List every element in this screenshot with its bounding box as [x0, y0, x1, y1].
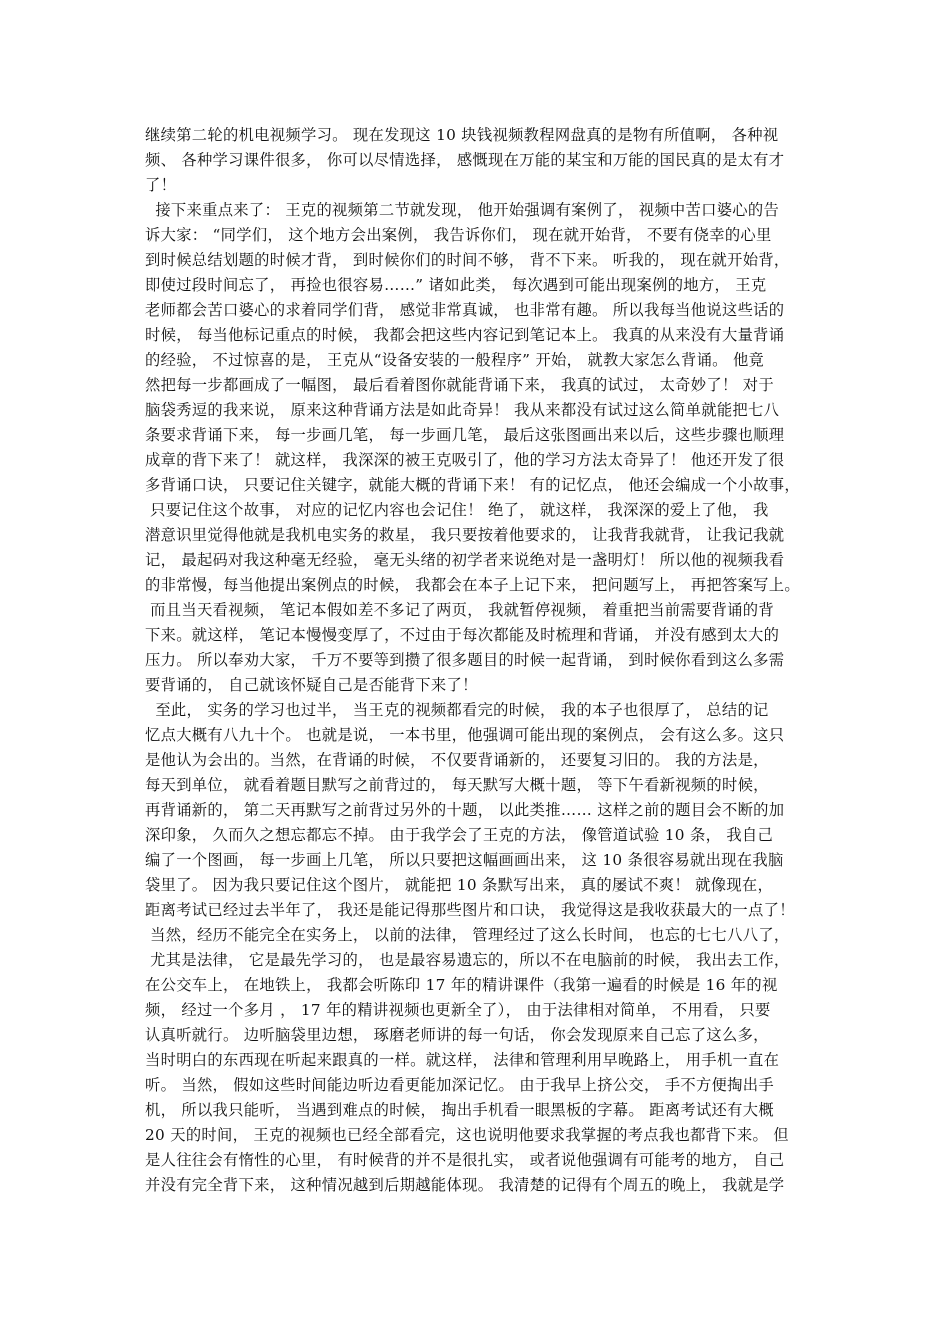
- text-line: 时候， 每当他标记重点的时候， 我都会把这些内容记到笔记本上。 我真的从来没有大量背诵: [145, 326, 785, 344]
- text-line: 频、 各种学习课件很多， 你可以尽情选择， 感慨现在万能的某宝和万能的国民真的是太有才: [145, 151, 785, 169]
- text-line: 听。 当然， 假如这些时间能边听边看更能加深记忆。 由于我早上挤公交， 手不方便掏出手: [145, 1076, 774, 1094]
- text-line: 并没有完全背下来， 这种情况越到后期越能体现。 我清楚的记得有个周五的晚上， 我就是学: [145, 1176, 785, 1194]
- text-line: 深印象， 久而久之想忘都忘不掉。 由于我学会了王克的方法， 像管道试验 10 条， 我自己: [145, 826, 774, 844]
- text-line: 而且当天看视频， 笔记本假如差不多记了两页， 我就暂停视频， 着重把当前需要背诵的背: [145, 601, 774, 619]
- text-line: 在公交车上， 在地铁上， 我都会听陈印 17 年的精讲课件（我第一遍看的时候是 16 年的视: [145, 976, 778, 994]
- text-line: 即使过段时间忘了， 再捡也很容易……” 诸如此类， 每次遇到可能出现案例的地方， 王克: [145, 276, 767, 294]
- text-line: 是他认为会出的。当然，在背诵的时候， 不仅要背诵新的， 还要复习旧的。 我的方法是，: [145, 751, 769, 769]
- body-text: [145, 123, 820, 1198]
- text-line: 多背诵口诀， 只要记住关键字，就能大概的背诵下来！ 有的记忆点， 他还会编成一个小故事，: [145, 476, 800, 494]
- text-line: 20 天的时间， 王克的视频也已经全部看完，这也说明他要求我掌握的考点我也都背下来。 但: [145, 1126, 789, 1144]
- text-line: 到时候总结划题的时候才背， 到时候你们的时间不够， 背不下来。 听我的， 现在就开始背，: [145, 251, 790, 269]
- text-line: 距离考试已经过去半年了， 我还是能记得那些图片和口诀， 我觉得这是我收获最大的一点了！: [145, 901, 795, 919]
- text-line: 潜意识里觉得他就是我机电实务的救星， 我只要按着他要求的， 让我背我就背， 让我记我就: [145, 526, 785, 544]
- text-line: 的经验， 不过惊喜的是， 王克从“设备安装的一般程序” 开始， 就教大家怎么背诵。 他竟: [145, 351, 765, 369]
- text-line: 袋里了。 因为我只要记住这个图片， 就能把 10 条默写出来， 真的屡试不爽！ 就像现在，: [145, 876, 774, 894]
- text-line: 脑袋秀逗的我来说， 原来这种背诵方法是如此奇异！ 我从来都没有试过这么简单就能把七八: [145, 401, 780, 419]
- text-line: 老师都会苦口婆心的求着同学们背， 感觉非常真诚， 也非常有趣。 所以我每当他说这些话的: [145, 301, 785, 319]
- text-line: 的非常慢，每当他提出案例点的时候， 我都会在本子上记下来， 把问题写上， 再把答案写上。: [145, 576, 800, 594]
- text-line: 记， 最起码对我这种毫无经验， 毫无头绪的初学者来说绝对是一盏明灯！ 所以他的视频我看: [145, 551, 785, 569]
- text-line: 机， 所以我只能听， 当遇到难点的时候， 掏出手机看一眼黑板的字幕。 距离考试还有大概: [145, 1101, 774, 1119]
- text-line: 每天到单位， 就看着题目默写之前背过的， 每天默写大概十题， 等下午看新视频的时候，: [145, 776, 769, 794]
- text-line: 当时明白的东西现在听起来跟真的一样。就这样， 法律和管理利用早晚路上， 用手机一直在: [145, 1051, 780, 1069]
- text-line: 至此， 实务的学习也过半， 当王克的视频都看完的时候， 我的本子也很厚了， 总结的记: [145, 701, 769, 719]
- text-line: 再背诵新的， 第二天再默写之前背过另外的十题， 以此类推…… 这样之前的题目会不断的加: [145, 801, 785, 819]
- text-line: 压力。 所以奉劝大家， 千万不要等到攒了很多题目的时候一起背诵， 到时候你看到这么多需: [145, 651, 785, 669]
- text-line: 了！: [145, 176, 177, 194]
- text-line: 只要记住这个故事， 对应的记忆内容也会记住！ 绝了， 就这样， 我深深的爱上了他， 我: [145, 501, 769, 519]
- text-line: 忆点大概有八九十个。 也就是说， 一本书里，他强调可能出现的案例点， 会有这么多。这只: [145, 726, 785, 744]
- text-line: 是人往往会有惰性的心里， 有时候背的并不是很扎实， 或者说他强调有可能考的地方， 自己: [145, 1151, 785, 1169]
- text-line: 继续第二轮的机电视频学习。 现在发现这 10 块钱视频教程网盘真的是物有所值啊， 各种视: [145, 126, 779, 144]
- text-line: 认真听就行。 边听脑袋里边想， 琢磨老师讲的每一句话， 你会发现原来自己忘了这么多，: [145, 1026, 769, 1044]
- text-line: 频， 经过一个多月 ， 17 年的精讲视频也更新全了）， 由于法律相对简单， 不用看， 只要: [145, 1001, 771, 1019]
- text-line: 接下来重点来了： 王克的视频第二节就发现， 他开始强调有案例了， 视频中苦口婆心的告: [145, 201, 780, 219]
- text-line: 当然，经历不能完全在实务上， 以前的法律， 管理经过了这么长时间， 也忘的七七八八了，: [145, 926, 790, 944]
- text-line: 诉大家： “同学们， 这个地方会出案例， 我告诉你们， 现在就开始背， 不要有侥幸的心里: [145, 226, 772, 244]
- text-line: 成章的背下来了！ 就这样， 我深深的被王克吸引了，他的学习方法太奇异了！ 他还开发了很: [145, 451, 785, 469]
- text-line: 编了一个图画， 每一步画上几笔， 所以只要把这幅画画出来， 这 10 条很容易就出现在我脑: [145, 851, 784, 869]
- text-line: 然把每一步都画成了一幅图， 最后看着图你就能背诵下来， 我真的试过， 太奇妙了！ 对于: [145, 376, 774, 394]
- text-line: 尤其是法律， 它是最先学习的， 也是最容易遗忘的，所以不在电脑前的时候， 我出去工作，: [145, 951, 790, 969]
- text-line: 要背诵的， 自己就该怀疑自己是否能背下来了！: [145, 676, 478, 694]
- text-line: 下来。就这样， 笔记本慢慢变厚了，不过由于每次都能及时梳理和背诵， 并没有感到太大的: [145, 626, 780, 644]
- text-line: 条要求背诵下来， 每一步画几笔， 每一步画几笔， 最后这张图画出来以后，这些步骤也顺理: [145, 426, 785, 444]
